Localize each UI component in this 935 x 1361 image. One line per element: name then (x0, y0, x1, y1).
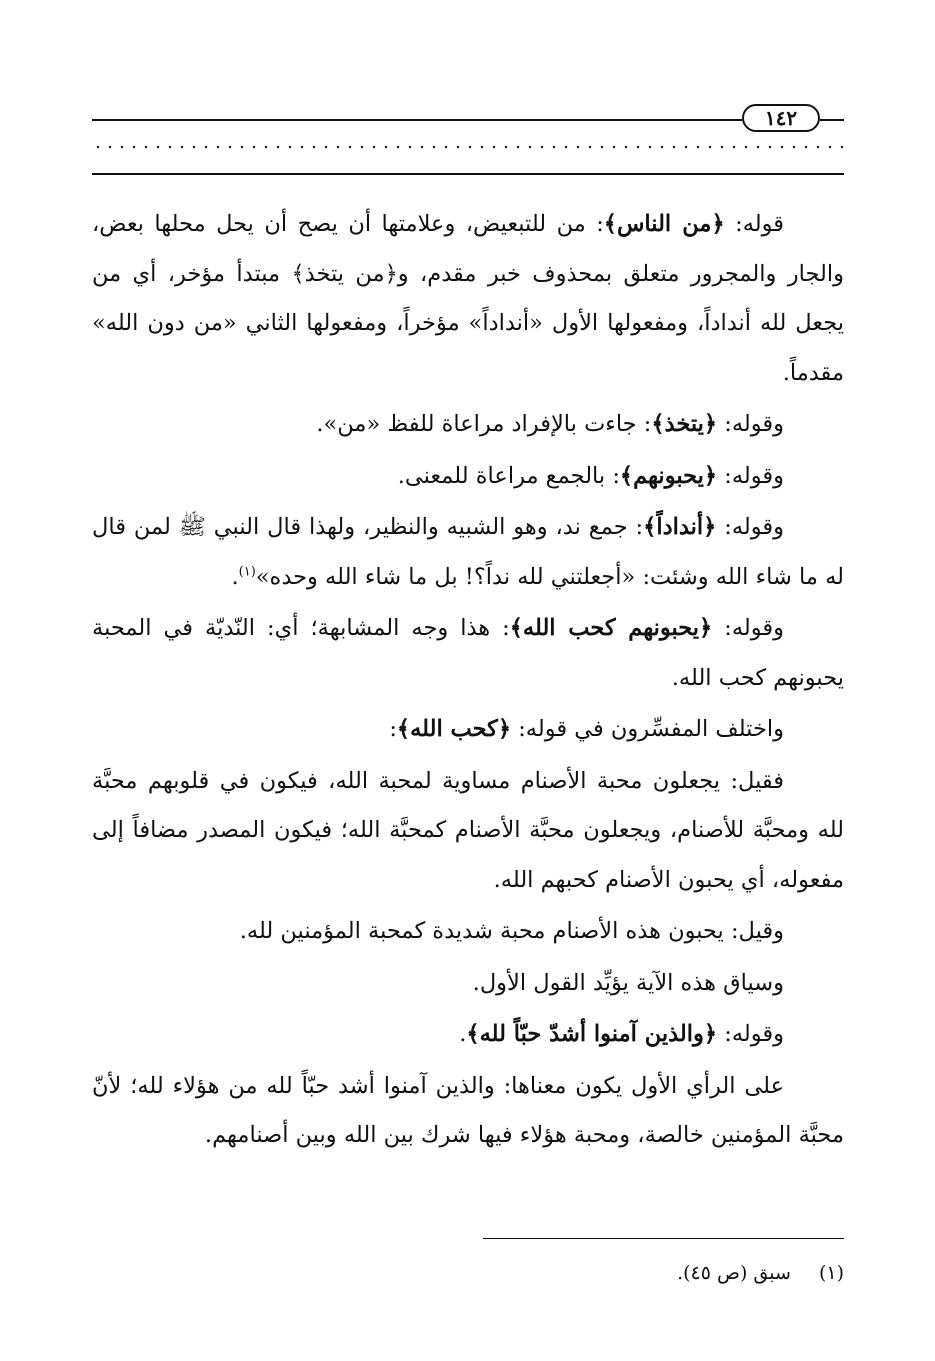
footnote (92, 1258, 844, 1288)
paragraph-6 (92, 705, 844, 755)
paragraph-lead: وقوله: (717, 1021, 784, 1047)
paragraph-2 (92, 400, 844, 450)
paragraph-lead: قوله: (724, 211, 784, 237)
paragraph-text: على الرأي الأول يكون معناها: والذين آمنوا أشد حبّاً لله من هؤلاء لله؛ لأنّ محبَّة المؤمنين خالصة، ومحبة هؤلاء فيها شرك بين الله وبين أصنامهم. (92, 1072, 844, 1148)
header-rule-right (820, 119, 844, 121)
paragraph-text: : من للتبعيض، وعلامتها أن يصح أن يحل محلها بعض، والجار والمجرور متعلق بمحذوف خبر مقدم، و﴿من يتخذ﴾ مبتدأ مؤخر، أي من يجعل لله أنداداً، ومفعولها الأول «أنداداً» مؤخراً، ومفعولها الثاني «من دون الله» مقدماً. (92, 211, 844, 386)
quran-quote: ﴿والذين آمنوا أشدّ حبّاً لله﴾ (466, 1021, 718, 1047)
paragraph-lead: وقوله: (717, 462, 784, 489)
paragraph-text: : (389, 716, 397, 742)
paragraph-lead: وقوله: (717, 411, 784, 437)
dotted-rule (92, 144, 844, 150)
paragraph-10 (92, 1010, 844, 1060)
paragraph-1 (92, 200, 844, 398)
quran-quote: ﴿أنداداً﴾ (643, 514, 717, 540)
paragraph-4 (92, 503, 844, 602)
paragraph-text: : جمع ند، وهو الشبيه والنظير، ولهذا قال النبي ﷺ لمن قال له ما شاء الله وشئت: «أجعلتني لله نداً؟! بل ما شاء الله وحده» (92, 514, 844, 590)
page-number: ١٤٢ (764, 106, 798, 130)
paragraph-lead: وقوله: (716, 514, 784, 540)
footnote-number: (١) (818, 1262, 844, 1284)
paragraph-lead: واختلف المفسِّرون في قوله: (511, 716, 784, 742)
footnote-separator (483, 1238, 844, 1239)
body-text (92, 200, 844, 1161)
page-number-badge (742, 104, 820, 132)
quran-quote: ﴿يتخذ﴾ (651, 411, 718, 437)
paragraph-9 (92, 959, 844, 1009)
header-rule-bottom (92, 173, 844, 175)
quran-quote: ﴿يحبونهم﴾ (619, 462, 718, 489)
paragraph-text: وسياق هذه الآية يؤيِّد القول الأول. (472, 969, 784, 996)
paragraph-11 (92, 1062, 844, 1161)
header-rule-left (92, 119, 742, 121)
quran-quote: ﴿كحب الله﴾ (396, 716, 512, 742)
paragraph-text: وقيل: يحبون هذه الأصنام محبة شديدة كمحبة المؤمنين لله. (239, 918, 784, 944)
quran-quote: ﴿من الناس﴾ (603, 211, 725, 237)
paragraph-5 (92, 604, 844, 703)
paragraph-8 (92, 907, 844, 957)
paragraph-text: . (459, 1021, 467, 1047)
paragraph-3 (92, 452, 844, 502)
paragraph-text: : هذا وجه المشابهة؛ أي: النّديّة في المحبة يحبونهم كحب الله. (92, 615, 844, 691)
paragraph-7 (92, 757, 844, 906)
footnote-text: سبق (ص ٤٥). (677, 1262, 791, 1284)
paragraph-text: فقيل: يجعلون محبة الأصنام مساوية لمحبة الله، فيكون في قلوبهم محبَّة لله ومحبَّة للأصنام، ويجعلون محبَّة الأصنام كمحبَّة الله؛ فيكون المصدر مضافاً إلى مفعوله، أي يحبون الأصنام كحبهم الله. (92, 767, 844, 893)
footnote-reference: (١) (238, 564, 256, 579)
quran-quote: ﴿يحبونهم كحب الله﴾ (509, 615, 713, 641)
page-header (0, 0, 935, 190)
paragraph-lead: وقوله: (712, 615, 784, 641)
paragraph-end: . (231, 563, 239, 590)
paragraph-text: : جاءت بالإفراد مراعاة للفظ «من». (316, 411, 652, 437)
paragraph-text: : بالجمع مراعاة للمعنى. (397, 462, 620, 489)
